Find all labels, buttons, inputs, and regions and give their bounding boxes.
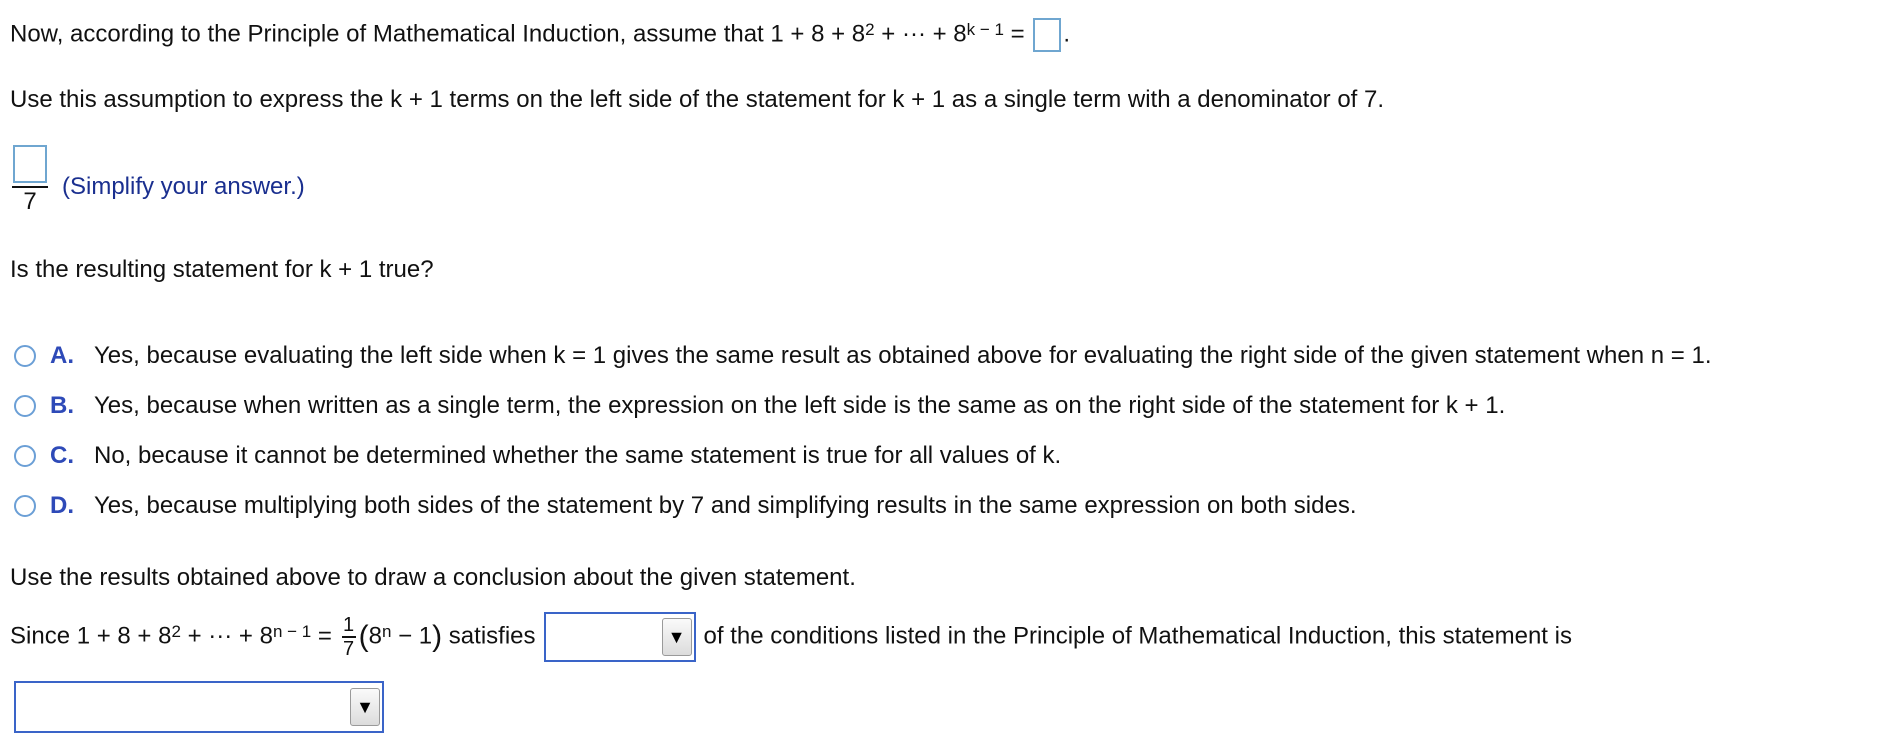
radio-d[interactable] — [14, 495, 36, 517]
dropdown-arrow-icon[interactable]: ▼ — [350, 688, 380, 726]
option-d[interactable] — [14, 481, 1711, 531]
assumption-question: Now, according to the Principle of Mathematical Induction, assume that $1 + 8 + 8^2$ + ··· + $8^{k - 1}$ = . — [10, 18, 1070, 52]
option-letter: A. — [50, 342, 74, 369]
option-c[interactable] — [14, 431, 1711, 481]
option-text: Yes, because when written as a single term, the expression on the left side is the same as on the right side of the statement for k + 1. — [94, 392, 1506, 419]
one-seventh-fraction: $\frac{1}{7}$ — [343, 614, 355, 660]
option-text: Yes, because multiplying both sides of the statement by 7 and simplifying results in the same expression on both sides. — [94, 492, 1357, 519]
dropdown-arrow-icon[interactable]: ▼ — [662, 618, 692, 656]
option-text: No, because it cannot be determined whether the same statement is true for all values of k. — [94, 442, 1062, 469]
conclusion-select-row — [14, 681, 384, 733]
option-b[interactable] — [14, 381, 1711, 431]
denominator: 7 — [23, 187, 37, 215]
statement-truth-dropdown[interactable] — [14, 681, 384, 733]
instruction-text: Use this assumption to express the k + 1 terms on the left side of the statement for k + 1 as a single term with a denominator of 7. — [10, 86, 1385, 113]
radio-a[interactable] — [14, 345, 36, 367]
option-letter: B. — [50, 392, 74, 419]
numerator-answer-input[interactable] — [13, 145, 47, 183]
option-letter: C. — [50, 442, 74, 469]
conditions-dropdown[interactable] — [544, 612, 696, 662]
option-letter: D. — [50, 492, 74, 519]
radio-b[interactable] — [14, 395, 36, 417]
option-text: Yes, because evaluating the left side when k = 1 gives the same result as obtained above for evaluating the right side of the given statement when n = 1. — [94, 342, 1712, 369]
radio-c[interactable] — [14, 445, 36, 467]
answer-options — [14, 331, 1711, 531]
truth-question: Is the resulting statement for k + 1 true? — [10, 256, 434, 283]
option-a[interactable] — [14, 331, 1711, 381]
conclusion-sentence: Since $1 + 8 + 8^2$ + ··· + $8^{n - 1}$ = $\frac{1}{7}$ $(8^n - 1)$ satisfies ▼ of the conditions listed in the Principle of Mathematical Induction, this statement is — [10, 612, 1572, 662]
conclusion-instruction: Use the results obtained above to draw a conclusion about the given statement. — [10, 564, 856, 591]
simplify-hint: (Simplify your answer.) — [62, 173, 305, 200]
assumption-answer-input[interactable] — [1033, 18, 1061, 52]
